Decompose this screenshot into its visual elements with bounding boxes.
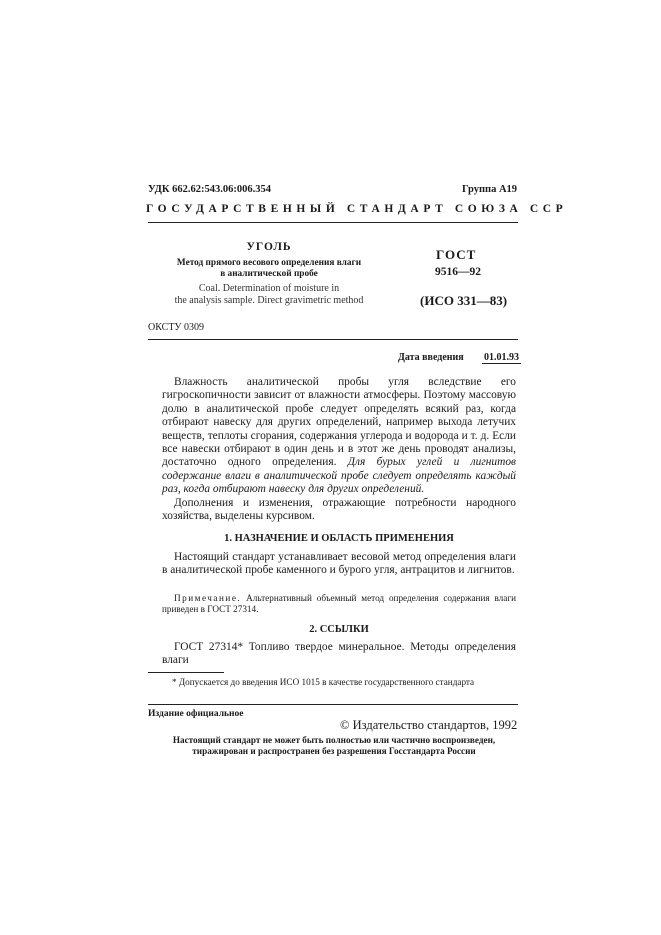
section-1-body xyxy=(162,551,516,578)
edition-label: Издание официальное xyxy=(148,709,244,719)
footer-divider xyxy=(148,704,518,705)
reproduction-notice xyxy=(144,735,524,757)
footnote-divider xyxy=(148,672,224,673)
intro-paragraph-2: Дополнения и изменения, отражающие потребности народного хозяйства, выделены курсивом. xyxy=(162,496,516,523)
section-2-body xyxy=(162,641,516,668)
banner-divider xyxy=(148,222,518,223)
section-2-text: ГОСТ 27314* Топливо твердое минеральное. Методы определения влаги xyxy=(162,641,516,667)
english-title xyxy=(150,283,388,307)
section-1-text: Настоящий стандарт устанавливает весовой метод определения влаги в аналитической пробе каменного и бурого угля, антрацитов и лигнитов. xyxy=(162,551,516,577)
date-value: 01.01.93 xyxy=(484,352,519,363)
date-label: Дата введения xyxy=(398,352,464,363)
copyright: © Издательство стандартов, 1992 xyxy=(340,718,518,732)
reproduction-notice-line-2: тиражирован и распространен без разрешения Госстандарта России xyxy=(192,746,476,756)
english-title-line-1: Coal. Determination of moisture in xyxy=(198,283,340,294)
section-1-heading: 1. НАЗНАЧЕНИЕ И ОБЛАСТЬ ПРИМЕНЕНИЯ xyxy=(224,533,454,544)
intro-text xyxy=(162,376,516,523)
note-text: Альтернативный объемный метод определения содержания влаги приведен в ГОСТ 27314. xyxy=(162,593,517,614)
title-divider xyxy=(148,339,518,340)
okstu-code: ОКСТУ 0309 xyxy=(148,322,205,333)
standard-banner: ГОСУДАРСТВЕННЫЙ СТАНДАРТ СОЮЗА ССР xyxy=(146,203,568,215)
subtitle-line-1: Метод прямого весового определения влаги xyxy=(176,258,362,268)
footnote: * Допускается до введения ИСО 1015 в качестве государственного стандарта xyxy=(172,677,475,687)
gost-label: ГОСТ xyxy=(436,247,477,262)
section-1-note xyxy=(162,593,516,615)
subtitle xyxy=(150,258,388,280)
gost-number: 9516—92 xyxy=(435,266,481,278)
udk-code: УДК 662.62:543.06:006.354 xyxy=(148,184,271,195)
intro-paragraph-1 xyxy=(162,376,516,497)
reproduction-notice-line-1: Настоящий стандарт не может быть полностью или частично воспроизведен, xyxy=(172,735,496,745)
subtitle-line-2: в аналитической пробе xyxy=(220,269,318,279)
intro-italic-text: Для бурых углей и лигнитов содержание влаги в аналитической пробе следует определять каждый раз, когда отбирают навеску для других определений. xyxy=(162,456,516,496)
section-2-heading: 2. ССЫЛКИ xyxy=(309,624,369,635)
intro-normal-text: Влажность аналитической пробы угля вследствие его гигроскопичности зависит от влажности атмосферы. Поэтому массовую долю в аналитической пробе следует определять всякий раз, когда отбирают навеску для других определений, например выхода летучих веществ, теплоты сгорания, содержания углерода и водорода и т. д. Если все навески отбирают в один день и в этот же день проводят анализы, достаточно одного определения. xyxy=(162,376,516,469)
iso-reference: (ИСО 331—83) xyxy=(420,293,508,308)
note-label: Примечание. xyxy=(174,593,242,603)
document-title: УГОЛЬ xyxy=(246,241,292,253)
group-label: Группа А19 xyxy=(462,184,518,195)
english-title-line-2: the analysis sample. Direct gravimetric method xyxy=(174,295,364,306)
